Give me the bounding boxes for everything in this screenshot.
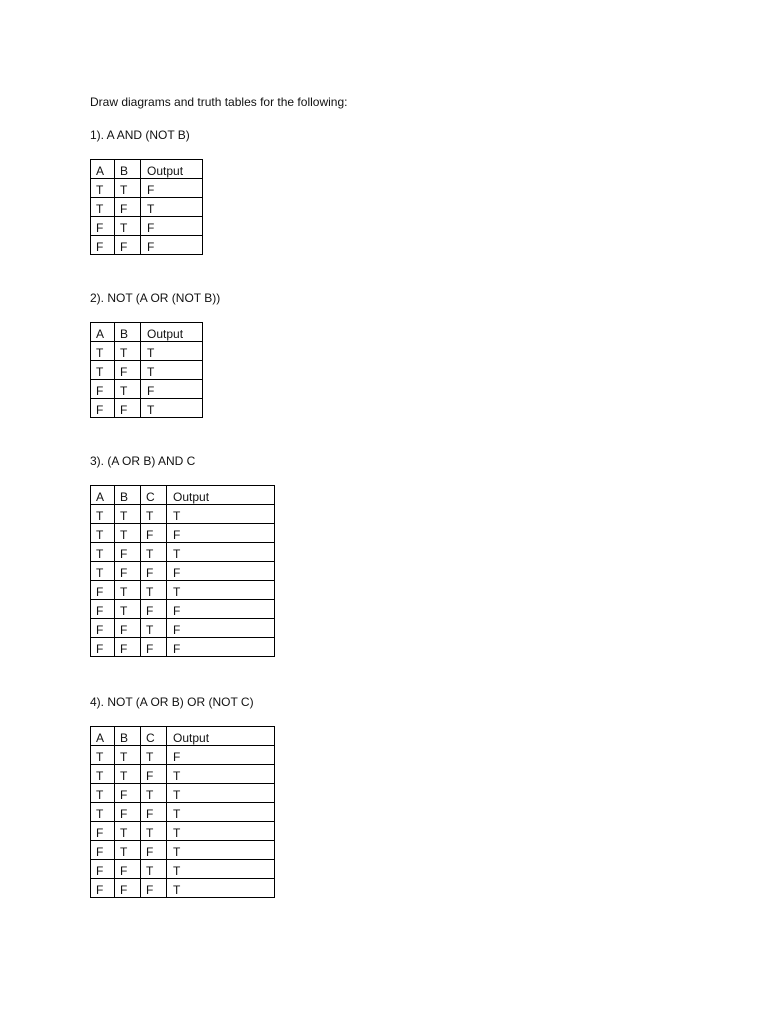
table-cell: T [91, 803, 115, 822]
table-row [91, 236, 203, 255]
table-header-row [91, 727, 275, 746]
table-header-row [91, 323, 203, 342]
column-header: B [115, 323, 141, 342]
table-cell: T [91, 524, 115, 543]
problem-4-heading: 4). NOT (A OR B) OR (NOT C) [90, 695, 254, 709]
table-row [91, 879, 275, 898]
table-cell: F [167, 746, 275, 765]
table-cell: F [91, 236, 115, 255]
truth-table-1 [90, 159, 203, 255]
table-cell: F [167, 562, 275, 581]
table-row [91, 581, 275, 600]
table-header-row [91, 486, 275, 505]
table-cell: F [91, 822, 115, 841]
table-row [91, 746, 275, 765]
table-row [91, 505, 275, 524]
table-cell: F [91, 399, 115, 418]
table-header-row [91, 160, 203, 179]
table-row [91, 562, 275, 581]
table-row [91, 803, 275, 822]
column-header: Output [141, 160, 203, 179]
table-row [91, 841, 275, 860]
table-row [91, 524, 275, 543]
table-cell: F [141, 879, 167, 898]
table-row [91, 342, 203, 361]
table-row [91, 179, 203, 198]
table-cell: F [141, 803, 167, 822]
table-cell: F [115, 638, 141, 657]
table-cell: T [115, 581, 141, 600]
truth-table-4 [90, 726, 275, 898]
table-cell: T [115, 524, 141, 543]
table-cell: T [115, 841, 141, 860]
table-cell: F [167, 619, 275, 638]
table-cell: T [91, 784, 115, 803]
table-cell: F [91, 860, 115, 879]
table-cell: F [167, 638, 275, 657]
table-cell: F [115, 399, 141, 418]
table-row [91, 399, 203, 418]
table-cell: T [141, 399, 203, 418]
table-row [91, 600, 275, 619]
table-cell: F [91, 841, 115, 860]
table-cell: T [167, 841, 275, 860]
table-cell: T [167, 784, 275, 803]
table-cell: T [91, 562, 115, 581]
table-cell: F [91, 619, 115, 638]
table-cell: T [167, 803, 275, 822]
table-row [91, 822, 275, 841]
table-cell: T [167, 581, 275, 600]
table-cell: T [167, 822, 275, 841]
table-cell: F [141, 638, 167, 657]
problem-3-heading: 3). (A OR B) AND C [90, 454, 196, 468]
table-cell: F [91, 581, 115, 600]
table-row [91, 380, 203, 399]
table-cell: T [141, 746, 167, 765]
table-cell: F [115, 236, 141, 255]
table-cell: F [167, 524, 275, 543]
table-cell: F [91, 600, 115, 619]
column-header: B [115, 727, 141, 746]
table-cell: F [115, 361, 141, 380]
table-cell: T [115, 600, 141, 619]
table-cell: F [141, 765, 167, 784]
table-row [91, 765, 275, 784]
table-cell: T [115, 342, 141, 361]
table-cell: T [115, 380, 141, 399]
column-header: B [115, 486, 141, 505]
column-header: B [115, 160, 141, 179]
table-cell: T [141, 342, 203, 361]
table-row [91, 619, 275, 638]
instruction-text: Draw diagrams and truth tables for the following: [90, 95, 348, 109]
table-row [91, 198, 203, 217]
table-cell: F [115, 198, 141, 217]
table-cell: T [141, 784, 167, 803]
table-cell: T [141, 619, 167, 638]
table-cell: T [91, 198, 115, 217]
table-cell: F [141, 380, 203, 399]
column-header: C [141, 727, 167, 746]
table-cell: F [115, 803, 141, 822]
table-row [91, 217, 203, 236]
column-header: Output [141, 323, 203, 342]
table-cell: T [141, 822, 167, 841]
table-cell: T [115, 746, 141, 765]
table-cell: F [115, 562, 141, 581]
table-cell: T [141, 198, 203, 217]
table-cell: T [115, 217, 141, 236]
table-cell: T [115, 505, 141, 524]
table-cell: F [141, 600, 167, 619]
column-header: A [91, 727, 115, 746]
table-cell: F [115, 619, 141, 638]
table-cell: T [91, 505, 115, 524]
table-cell: T [167, 505, 275, 524]
table-cell: T [91, 765, 115, 784]
table-cell: F [91, 217, 115, 236]
table-cell: T [91, 746, 115, 765]
column-header: A [91, 486, 115, 505]
table-row [91, 784, 275, 803]
table-cell: F [115, 784, 141, 803]
table-cell: T [91, 361, 115, 380]
table-cell: T [115, 179, 141, 198]
table-cell: T [91, 342, 115, 361]
table-cell: T [141, 860, 167, 879]
column-header: A [91, 160, 115, 179]
truth-table-4-body [91, 727, 275, 898]
table-cell: F [91, 638, 115, 657]
table-cell: F [141, 562, 167, 581]
table-cell: F [91, 380, 115, 399]
column-header: C [141, 486, 167, 505]
table-cell: F [167, 600, 275, 619]
table-cell: F [141, 217, 203, 236]
table-cell: F [91, 879, 115, 898]
truth-table-3-body [91, 486, 275, 657]
problem-2-heading: 2). NOT (A OR (NOT B)) [90, 291, 221, 305]
table-cell: F [141, 179, 203, 198]
table-cell: F [115, 879, 141, 898]
table-cell: T [115, 765, 141, 784]
truth-table-2-body [91, 323, 203, 418]
table-cell: T [167, 860, 275, 879]
table-cell: T [115, 822, 141, 841]
table-cell: T [141, 543, 167, 562]
table-cell: F [141, 236, 203, 255]
table-cell: T [167, 879, 275, 898]
table-cell: T [141, 505, 167, 524]
table-cell: F [115, 543, 141, 562]
table-cell: T [141, 581, 167, 600]
truth-table-2 [90, 322, 203, 418]
table-row [91, 361, 203, 380]
table-cell: T [167, 765, 275, 784]
truth-table-1-body [91, 160, 203, 255]
column-header: Output [167, 727, 275, 746]
truth-table-3 [90, 485, 275, 657]
table-row [91, 860, 275, 879]
table-row [91, 638, 275, 657]
table-cell: F [115, 860, 141, 879]
table-cell: T [167, 543, 275, 562]
table-cell: T [141, 361, 203, 380]
table-row [91, 543, 275, 562]
table-cell: F [141, 841, 167, 860]
table-cell: T [91, 179, 115, 198]
table-cell: F [141, 524, 167, 543]
problem-1-heading: 1). A AND (NOT B) [90, 128, 190, 142]
table-cell: T [91, 543, 115, 562]
column-header: A [91, 323, 115, 342]
column-header: Output [167, 486, 275, 505]
